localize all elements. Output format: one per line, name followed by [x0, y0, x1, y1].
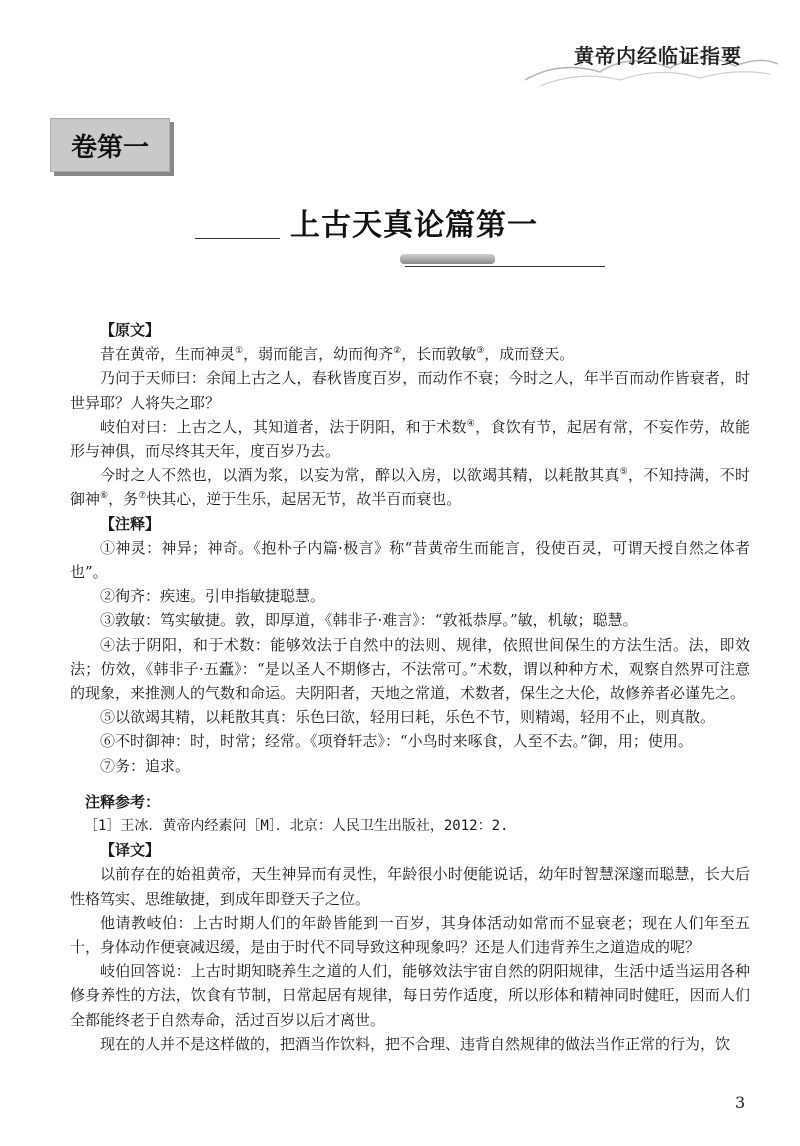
note-item: ③敦敏：笃实敏捷。敦，即厚道，《韩非子·难言》：“敦祗恭厚。”敏，机敏；聪慧。	[100, 611, 638, 630]
references-heading: 注释参考：	[85, 792, 161, 811]
section-label-original: 【原文】	[100, 321, 161, 339]
translation-paragraph: 他请教岐伯：上古时期人们的年龄皆能到一百岁，其身体活动如常而不显衰老；现在人们年至五十，身体动作便衰减迟缓，是由于时代不同导致这种现象吗？还是人们违背养生之道造成的呢？	[70, 913, 750, 957]
chapter-rule-left	[195, 238, 280, 239]
chapter-ornament-bar	[400, 254, 495, 264]
translation-paragraph: 现在的人并不是这样做的，把酒当作饮料，把不合理、违背自然规律的做法当作正常的行为，饮	[100, 1034, 731, 1053]
chapter-rule-right	[405, 266, 605, 267]
note-item: ⑥不时御神：时，时常；经常。《项脊轩志》：“小鸟时来啄食，人至不去。”御，用；使用。	[100, 732, 693, 751]
original-paragraph: 昔在黄帝，生而神灵①，弱而能言，幼而徇齐②，长而敦敏③，成而登天。	[100, 345, 575, 364]
original-paragraph: 岐伯对曰：上古之人，其知道者，法于阴阳，和于术数④，食饮有节，起居有常，不妄作劳，故能形与神俱，而尽终其天年，度百岁乃去。	[70, 417, 750, 461]
note-item: ②徇齐：疾速。引申指敏捷聪慧。	[100, 587, 326, 606]
chapter-heading	[195, 200, 615, 280]
section-label-translation: 【译文】	[100, 841, 161, 860]
note-item: ①神灵：神异；神奇。《抱朴子内篇·极言》称“昔黄帝生而能言，役使百灵，可谓天授自然之体者也”。	[70, 538, 750, 582]
section-label-notes: 【注释】	[100, 514, 161, 533]
note-item: ⑤以欲竭其精，以耗散其真：乐色曰欲，轻用曰耗，乐色不节，则精竭，轻用不止，则真散。	[100, 708, 716, 727]
original-paragraph: 今时之人不然也，以酒为浆，以妄为常，醉以入房，以欲竭其精，以耗散其真⑤，不知持满，不时御神⑥，务⑦快其心，逆于生乐，起居无节，故半百而衰也。	[70, 466, 750, 509]
chapter-title: 上古天真论篇第一	[290, 208, 538, 243]
note-item: ④法于阴阳，和于术数：能够效法于自然中的法则、规律，依照世间保生的方法生活。法，即效法；仿效，《韩非子·五蠹》：“是以圣人不期修古，不法常可。”术数，谓以种种方术，观察自然界可注意的现象，来推测人的气数和命运。夫阴阳者，天地之常道，术数者，保生之大伦，故修养者必谨先之。	[70, 635, 750, 703]
original-paragraph: 乃问于天师曰：余闻上古之人，春秋皆度百岁，而动作不衰；今时之人，年半百而动作皆衰者，时世异耶？人将失之耶？	[70, 369, 750, 412]
note-item: ⑦务：追求。	[100, 756, 191, 775]
reference-item: ［1］王冰．黄帝内经素问［M］．北京：人民卫生出版社，2012：2.	[84, 818, 509, 835]
translation-paragraph: 岐伯回答说：上古时期知晓养生之道的人们，能够效法宇宙自然的阴阳规律，生活中适当运用各种修身养性的方法，饮食有节制，日常起居有规律，每日劳作适度，所以形体和精神同时健旺，因而人们全都能终老于自然寿命，活过百岁以后才离世。	[70, 962, 750, 1029]
page-number: 3	[735, 1093, 746, 1112]
translation-paragraph: 以前存在的始祖黄帝，天生神异而有灵性，年龄很小时便能说话，幼年时智慧深邃而聪慧，长大后性格笃实、思维敏捷，到成年即登天子之位。	[70, 865, 750, 908]
main-text	[70, 318, 750, 1056]
volume-label: 卷第一	[50, 118, 170, 172]
header-book-title: 黄帝内经临证指要	[574, 44, 742, 68]
